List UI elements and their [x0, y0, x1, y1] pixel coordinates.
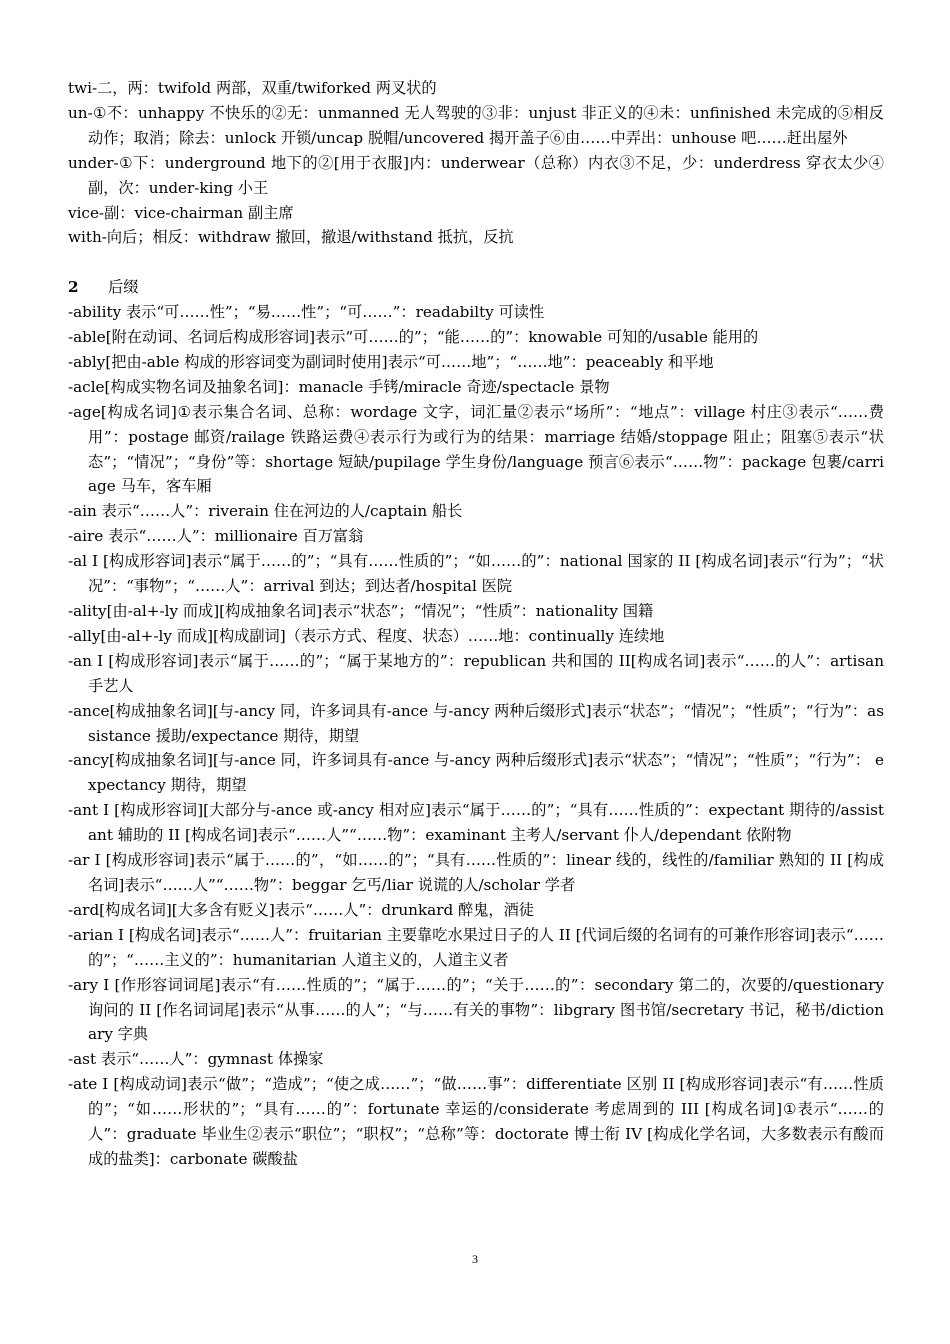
section-title: 后缀 — [108, 278, 139, 297]
suffix-entry-ant: -ant I [构成形容词][大部分与-ance 或-ancy 相对应]表示“属于……的”；“具有……性质的”：expectant 期待的/assistant 辅助的 II [构成名词]表示“……人”“……物”：examinant 主考人/servant 仆人/dependant 依附物 — [68, 801, 884, 845]
suffix-entry-ably: -ably[把由-able 构成的形容词变为副词时使用]表示“可……地”；“……地”：peaceably 和平地 — [68, 352, 714, 371]
suffix-entry-able: -able[附在动词、名词后构成形容词]表示“可……的”；“能……的”：knowable 可知的/usable 能用的 — [68, 328, 759, 347]
suffix-entry-acle: -acle[构成实物名词及抽象名词]：manacle 手铐/miracle 奇迹/spectacle 景物 — [68, 377, 610, 396]
prefix-entry-un: un-①不：unhappy 不快乐的②无：unmanned 无人驾驶的③非：unjust 非正义的④未：unfinished 未完成的⑤相反动作；取消；除去：unlock 开锁/uncap 脱帽/uncovered 揭开盖子⑥由……中弄出：unhouse 吧……赶出屋外 — [68, 103, 884, 147]
prefix-entry-vice: vice-副：vice-chairman 副主席 — [68, 203, 294, 222]
suffix-entry-ally: -ally[由-al+-ly 而成][构成副词]（表示方式、程度、状态）……地：continually 连续地 — [68, 626, 665, 645]
suffix-entry-ance: -ance[构成抽象名词][与-ancy 同，许多词具有-ance 与-ancy 两种后缀形式]表示“状态”；“情况”；“性质”；“行为”：assistance 援助/expectance 期待，期望 — [68, 701, 884, 745]
suffix-entry-an: -an I [构成形容词]表示“属于……的”；“属于某地方的”：republican 共和国的 II[构成名词]表示“……的人”：artisan 手艺人 — [68, 651, 884, 695]
prefix-list — [68, 76, 884, 250]
suffix-entry-ain: -ain 表示“……人”：riverain 住在河边的人/captain 船长 — [68, 502, 463, 521]
suffix-entry-ability: -ability 表示“可……性”；“易……性”；“可……”：readabilty 可读性 — [68, 303, 545, 322]
suffix-entry-ar: -ar I [构成形容词]表示“属于……的”，“如……的”；“具有……性质的”：linear 线的，线性的/familiar 熟知的 II [构成名词]表示“……人”“……物”：beggar 乞丐/liar 说谎的人/scholar 学者 — [68, 851, 884, 894]
prefix-entry-under: under-①下：underground 地下的②[用于衣服]内：underwear（总称）内衣③不足，少：underdress 穿衣太少④副，次：under-king 小王 — [68, 153, 884, 197]
prefix-entry-twi: twi-二，两：twifold 两部，双重/twiforked 两叉状的 — [68, 79, 437, 97]
suffix-entry-ary: -ary I [作形容词词尾]表示“有……性质的”；“属于……的”；“关于……的”：secondary 第二的，次要的/questionary 询问的 II [作名词词尾]表示“从事……的人”；“与……有关的事物”：libgrary 图书馆/secretary 书记，秘书/dictionary 字典 — [68, 975, 884, 1044]
suffix-list — [68, 300, 884, 1172]
page-number: 3 — [472, 1252, 478, 1266]
suffix-entry-ast: -ast 表示“……人”：gymnast 体操家 — [68, 1050, 324, 1069]
suffix-entry-al: -al I [构成形容词]表示“属于……的”；“具有……性质的”；“如……的”：national 国家的 II [构成名词]表示“行为”；“状况”：“事物”；“……人”：arrival 到达；到达者/hospital 医院 — [68, 552, 884, 596]
section-heading — [68, 275, 884, 300]
suffix-entry-ard: -ard[构成名词][大多含有贬义]表示“……人”：drunkard 醉鬼，酒徒 — [68, 900, 534, 919]
suffix-entry-ancy: -ancy[构成抽象名词][与-ance 同，许多词具有-ance 与-ancy 两种后缀形式]表示“状态”；“情况”；“性质”；“行为”： expectancy 期待，期望 — [68, 751, 884, 795]
prefix-entry-with: with-向后；相反：withdraw 撤回，撤退/withstand 抵抗，反抗 — [68, 228, 514, 247]
section-number: 2 — [68, 278, 79, 297]
page-content — [68, 76, 884, 1172]
suffix-entry-age: -age[构成名词]①表示集合名词、总称：wordage 文字，词汇量②表示“场所”：“地点”：village 村庄③表示“……费用”：postage 邮资/railage 铁路运费④表示行为或行为的结果：marriage 结婚/stoppage 阻止；阻塞⑤表示“状态”；“情况”；“身份”等：shortage 短缺/pupilage 学生身份/language 预言⑥表示“……物”：package 包裹/carriage 马车，客车厢 — [68, 402, 884, 496]
suffix-entry-ate: -ate I [构成动词]表示“做”；“造成”；“使之成……”；“做……事”：differentiate 区别 II [构成形容词]表示“有……性质的”；“如……形状的”；“具有……的”：fortunate 幸运的/considerate 考虑周到的 III [构成名词]①表示“……的人”：graduate 毕业生②表示“职位”；“职权”；“总称”等：doctorate 博士衔 IV [构成化学名词，大多数表示有酸而成的盐类]：carbonate 碳酸盐 — [68, 1075, 884, 1168]
suffix-entry-aire: -aire 表示“……人”：millionaire 百万富翁 — [68, 527, 364, 546]
suffix-entry-ality: -ality[由-al+-ly 而成][构成抽象名词]表示“状态”；“情况”；“性质”：nationality 国籍 — [68, 602, 654, 621]
suffix-entry-arian: -arian I [构成名词]表示“……人”：fruitarian 主要靠吃水果过日子的人 II [代词后缀的名词有的可兼作形容词]表示“……的”；“……主义的”：humanitarian 人道主义的，人道主义者 — [68, 925, 884, 969]
